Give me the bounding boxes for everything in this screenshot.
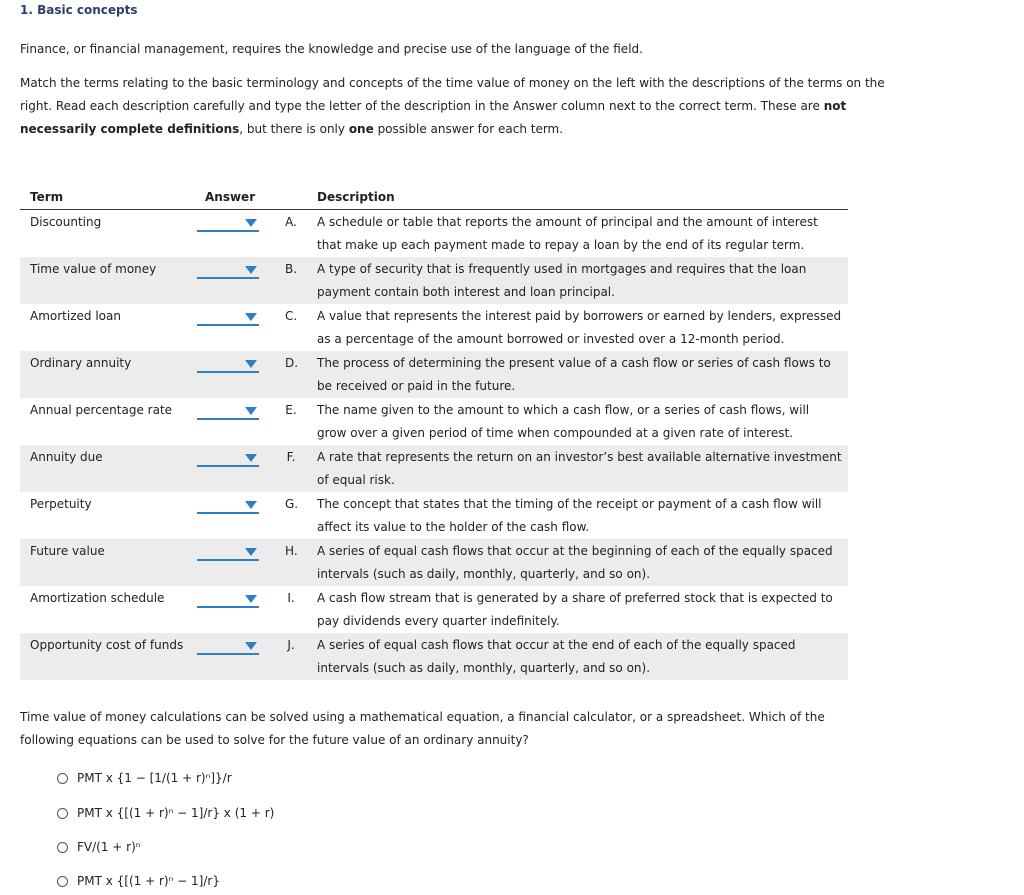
header-description: Description <box>317 190 395 204</box>
answer-dropdown[interactable] <box>197 218 259 232</box>
matching-table <box>20 186 848 680</box>
instructions-part2: , but there is only <box>239 122 349 136</box>
description-text: A series of equal cash flows that occur at the end of each of the equally spaced intervals (such as daily, monthly, quarterly, and so on). <box>317 638 796 675</box>
table-row <box>20 445 848 492</box>
answer-option[interactable] <box>57 771 232 785</box>
answer-dropdown[interactable] <box>197 406 259 420</box>
instructions-bold1: not necessarily complete definitions <box>20 99 847 136</box>
chevron-down-icon <box>245 219 257 227</box>
answer-dropdown[interactable] <box>197 547 259 561</box>
header-answer: Answer <box>205 190 256 204</box>
term-label: Future value <box>30 544 105 558</box>
description-letter: G. <box>285 497 299 511</box>
answer-option[interactable] <box>57 874 220 888</box>
term-label: Annual percentage rate <box>30 403 173 417</box>
answer-dropdown[interactable] <box>197 312 259 326</box>
description-text: A value that represents the interest paid by borrowers or earned by lenders, expressed as a percentage of the amount borrowed or invested over a 12-month period. <box>317 309 842 346</box>
radio-button[interactable] <box>57 808 68 819</box>
description-letter: A. <box>285 215 297 229</box>
term-label: Discounting <box>30 215 102 229</box>
chevron-down-icon <box>245 501 257 509</box>
description-text: The name given to the amount to which a cash flow, or a series of cash flows, will grow over a given period of time when compounded at a given rate of interest. <box>317 403 810 440</box>
radio-button[interactable] <box>57 773 68 784</box>
answer-dropdown[interactable] <box>197 453 259 467</box>
chevron-down-icon <box>245 266 257 274</box>
chevron-down-icon <box>245 360 257 368</box>
description-letter: C. <box>285 309 298 323</box>
description-text: A rate that represents the return on an investor’s best available alternative investment of equal risk. <box>317 450 842 487</box>
table-header <box>20 186 848 210</box>
description-letter: B. <box>285 262 298 276</box>
answer-option[interactable] <box>57 840 141 854</box>
term-label: Amortization schedule <box>30 591 165 605</box>
instructions-text <box>20 72 900 141</box>
description-text: The concept that states that the timing of the receipt or payment of a cash flow will affect its value to the holder of the cash flow. <box>317 497 822 534</box>
instructions-bold2: one <box>348 122 374 136</box>
table-row <box>20 304 848 351</box>
table-row <box>20 210 848 257</box>
answer-dropdown[interactable] <box>197 359 259 373</box>
term-label: Time value of money <box>30 262 157 276</box>
table-row <box>20 633 848 680</box>
table-row <box>20 351 848 398</box>
chevron-down-icon <box>245 313 257 321</box>
description-text: The process of determining the present value of a cash flow or series of cash flows to be received or paid in the future. <box>317 356 831 393</box>
description-text: A series of equal cash flows that occur at the beginning of each of the equally spaced intervals (such as daily, monthly, quarterly, and so on). <box>317 544 833 581</box>
chevron-down-icon <box>245 642 257 650</box>
answer-dropdown[interactable] <box>197 265 259 279</box>
term-label: Amortized loan <box>30 309 121 323</box>
header-term: Term <box>30 190 64 204</box>
section-title: 1. Basic concepts <box>20 3 138 17</box>
table-row <box>20 539 848 586</box>
option-label: FV/(1 + r)ⁿ <box>77 840 141 854</box>
question-text: Time value of money calculations can be solved using a mathematical equation, a financial calculator, or a spreadsheet. Which of the following equations can be used to solve for the future value of an ordinary annuity? <box>20 710 825 747</box>
term-label: Perpetuity <box>30 497 92 511</box>
instructions-part3: possible answer for each term. <box>373 122 564 136</box>
option-label: PMT x {[(1 + r)ⁿ − 1]/r} <box>77 874 220 888</box>
answer-option[interactable] <box>57 806 274 820</box>
chevron-down-icon <box>245 548 257 556</box>
term-label: Annuity due <box>30 450 103 464</box>
option-label: PMT x {[(1 + r)ⁿ − 1]/r} x (1 + r) <box>77 806 275 820</box>
answer-dropdown[interactable] <box>197 641 259 655</box>
radio-button[interactable] <box>57 876 68 887</box>
table-row <box>20 257 848 304</box>
chevron-down-icon <box>245 454 257 462</box>
description-letter: D. <box>285 356 299 370</box>
table-row <box>20 398 848 445</box>
table-row <box>20 492 848 539</box>
instructions-part1: Match the terms relating to the basic terminology and concepts of the time value of money on the left with the descriptions of the terms on the right. Read each description carefully and type the letter of the description in the Answer column next to the correct term. These are <box>20 76 885 113</box>
option-label: PMT x {1 − [1/(1 + r)ⁿ]}/r <box>77 771 232 785</box>
chevron-down-icon <box>245 407 257 415</box>
description-letter: I. <box>287 591 295 605</box>
answer-dropdown[interactable] <box>197 594 259 608</box>
description-text: A type of security that is frequently used in mortgages and requires that the loan payment contain both interest and loan principal. <box>317 262 807 299</box>
intro-text: Finance, or financial management, requires the knowledge and precise use of the language of the field. <box>20 42 643 56</box>
description-letter: F. <box>286 450 296 464</box>
description-text: A cash flow stream that is generated by a share of preferred stock that is expected to pay dividends every quarter indefinitely. <box>317 591 833 628</box>
chevron-down-icon <box>245 595 257 603</box>
description-letter: H. <box>285 544 298 558</box>
term-label: Ordinary annuity <box>30 356 132 370</box>
answer-dropdown[interactable] <box>197 500 259 514</box>
table-body <box>20 210 848 680</box>
description-letter: J. <box>287 638 295 652</box>
radio-button[interactable] <box>57 842 68 853</box>
description-letter: E. <box>285 403 297 417</box>
description-text: A schedule or table that reports the amount of principal and the amount of interest that make up each payment made to repay a loan by the end of its regular term. <box>317 215 818 252</box>
table-row <box>20 586 848 633</box>
term-label: Opportunity cost of funds <box>30 638 184 652</box>
